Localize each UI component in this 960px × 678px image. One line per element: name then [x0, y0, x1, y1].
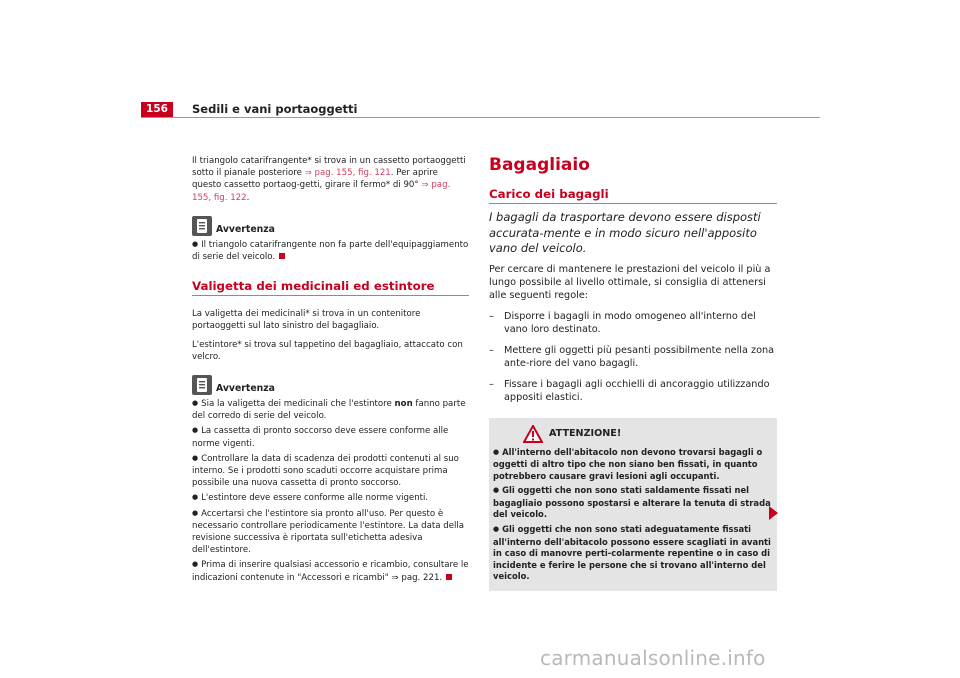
note-bullet: ● Controllare la data di scadenza dei prodotti contenuti al suo interno. Se i prodotti sono scaduti occorre acquistare prima possibile una nuova cassetta di pronto soccorso. — [192, 453, 469, 490]
note-hand-icon — [192, 216, 212, 236]
note-label: Avvertenza — [216, 383, 275, 395]
page-header-title: Sedili e vani portaoggetti — [192, 102, 358, 116]
warning-item: ● All'interno dell'abitacolo non devono trovarsi bagagli o oggetti di altro tipo che non siano ben fissati, in quanto potrebbero causare gravi lesioni agli occupanti. — [493, 447, 773, 483]
end-mark-icon — [446, 574, 452, 580]
warning-heading — [493, 424, 773, 444]
section-divider — [489, 203, 777, 204]
section-divider — [192, 295, 469, 296]
warning-triangle-icon — [523, 425, 543, 443]
end-mark-icon — [279, 253, 285, 259]
warning-label: ATTENZIONE! — [549, 427, 622, 439]
triangle-paragraph: Il triangolo catarifrangente* si trova in un cassetto portaoggetti sotto il pianale posteriore ⇒ pag. 155, fig. 121. Per aprire questo cassetto portaog-getti, girare il fermo* di 90° ⇒ pag. 155, fig. 122. — [192, 156, 466, 203]
watermark: carmanualsonline.info — [540, 646, 766, 670]
section-title: Carico dei bagagli — [489, 187, 609, 201]
paragraph: La valigetta dei medicinali* si trova in un contenitore portaoggetti sul lato sinistro del bagagliaio. — [192, 309, 421, 332]
paragraph: Per cercare di mantenere le prestazioni del veicolo il più a lungo possibile al livello ottimale, si consiglia di attenersi alle seguenti regole: — [489, 263, 771, 301]
note-hand-icon — [192, 375, 212, 395]
next-page-arrow-icon — [769, 506, 778, 520]
warning-item: ● Gli oggetti che non sono stati adeguatamente fissati all'interno dell'abitacolo possono essere scagliati in avanti in caso di manovre perti-colarmente repentine o in caso di incidente e ferire le persone che si trovano all'interno del veicolo. — [493, 524, 773, 583]
note-heading — [192, 214, 469, 236]
note-heading — [192, 373, 469, 395]
warning-box — [489, 418, 777, 592]
intro-text: I bagagli da trasportare devono essere disposti accurata-mente e in modo sicuro nell'apposito vano del veicolo. — [489, 210, 761, 255]
page-link[interactable]: ⇒ pag. 155, fig. 122 — [192, 180, 451, 203]
page-link[interactable]: ⇒ pag. 155, fig. 121 — [304, 168, 391, 179]
section-title: Valigetta dei medicinali ed estintore — [192, 279, 435, 294]
note-bullet: ● Accertarsi che l'estintore sia pronto all'uso. Per questo è necessario controllare periodicamente l'estintore. La data della revisione successiva è riportata sull'etichetta adesiva dell'estintore. — [192, 508, 469, 557]
header-divider — [141, 117, 820, 118]
chapter-title: Bagagliaio — [489, 155, 590, 175]
page-number: 156 — [141, 102, 173, 117]
note-bullet: ● L'estintore deve essere conforme alle norme vigenti. — [192, 492, 469, 504]
note-label: Avvertenza — [216, 223, 275, 235]
list-item: – Fissare i bagagli agli occhielli di ancoraggio utilizzando appositi elastici. — [489, 378, 770, 403]
note-bullet: ● Sia la valigetta dei medicinali che l'estintore non fanno parte del corredo di serie del veicolo. — [192, 398, 469, 422]
note-bullet: ● Prima di inserire qualsiasi accessorio e ricambio, consultare le indicazioni contenute in "Accessori e ricambi" ⇒ pag. 221. — [192, 559, 469, 583]
paragraph: L'estintore* si trova sul tappetino del bagagliaio, attaccato con velcro. — [192, 339, 463, 362]
right-column — [489, 155, 777, 591]
list-item: – Disporre i bagagli in modo omogeneo all'interno del vano loro destinato. — [489, 310, 756, 335]
list-item: – Mettere gli oggetti più pesanti possibilmente nella zona ante-riore del vano bagagli. — [489, 344, 775, 369]
warning-item: ● Gli oggetti che non sono stati saldamente fissati nel bagagliaio possono spostarsi e alterare la tenuta di strada del veicolo. — [493, 485, 773, 521]
note-bullet: ● La cassetta di pronto soccorso deve essere conforme alle norme vigenti. — [192, 425, 469, 449]
left-column — [192, 155, 469, 584]
note-text: ● Il triangolo catarifrangente non fa parte dell'equipaggiamento di serie del veicolo. — [192, 239, 469, 263]
